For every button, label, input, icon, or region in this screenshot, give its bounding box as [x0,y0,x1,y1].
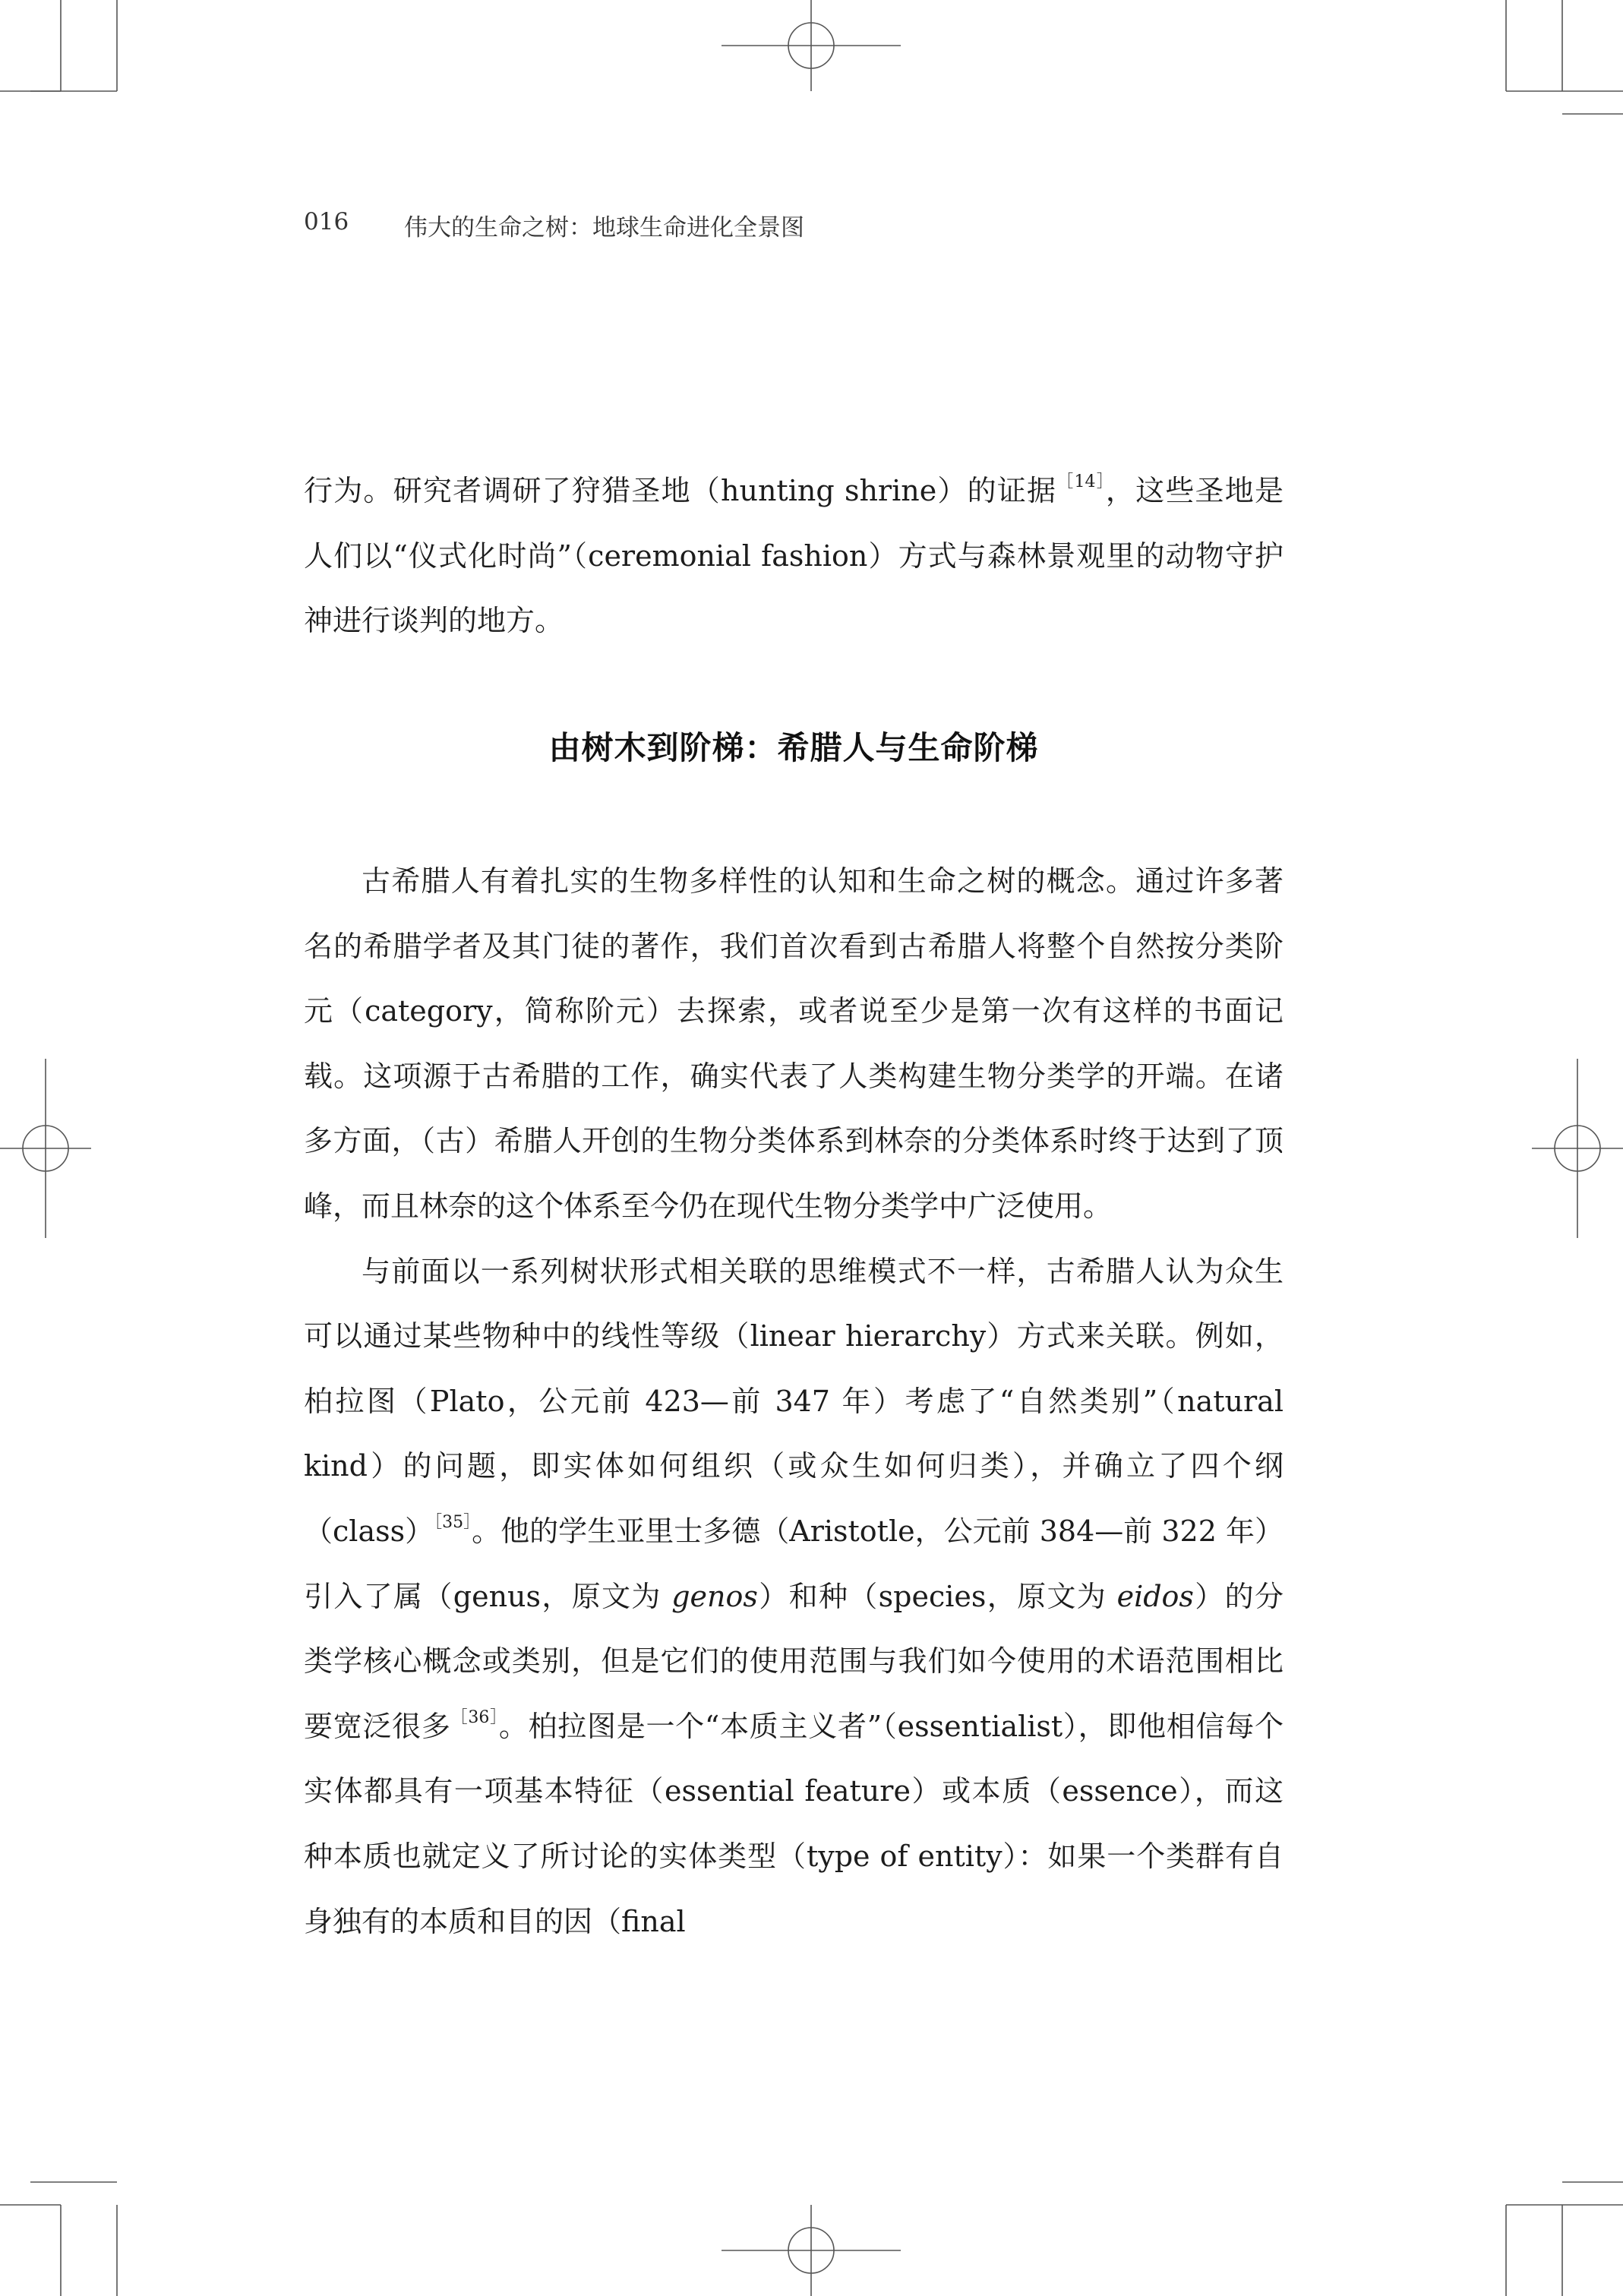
citation-36: ［36］ [450,1707,499,1727]
paragraph-continued [304,459,1284,654]
paragraph-1 [304,459,1284,654]
citation-35: ［35］ [434,1512,472,1532]
page-number: 016 [304,208,349,235]
term-eidos: eidos [1116,1579,1194,1613]
book-title: 伟大的生命之树：地球生命进化全景图 [404,214,804,242]
citation-14: ［14］ [1056,472,1106,491]
paragraph-3-text-a: 与前面以一系列树状形式相关联的思维模式不一样，古希腊人认为众生可以通过某些物种中的线性等级（linear hierarchy）方式来关联。例如，柏拉图（Plato，公元前 423—前 347 年）考虑了“自然类别”（natural kind）的问题，即实体如何组织（或众生如何归类），并确立了四个纲（class） [304,1254,1284,1548]
section-heading: 由树木到阶梯：希腊人与生命阶梯 [548,729,1039,766]
term-genos: genos [671,1579,758,1613]
paragraph-1-text-b: ，这些圣地是人们以“仪式化时尚”（ceremonial fashion）方式与森林景观里的动物守护神进行谈判的地方。 [304,474,1284,638]
paragraph-3 [304,1240,1284,1955]
paragraph-3-text-b: 。他的学生亚里士多德（Aristotle，公元前 384—前 322 年）引入了属（genus，原文为 [304,1514,1284,1613]
paragraph-3-text-d: ）的分类学核心概念或类别，但是它们的使用范围与我们如今使用的术语范围相比要宽泛很多 [304,1579,1284,1743]
paragraph-3-text-e: 。柏拉图是一个“本质主义者”（essentialist），即他相信每个实体都具有一项基本特征（essential feature）或本质（essence），而这种本质也就定义了所讨论的实体类型（type of entity）：如果一个类群有自身独有的本质和目的因（final [304,1709,1284,1938]
paragraph-1-text-a: 行为。研究者调研了狩猎圣地（hunting shrine）的证据 [304,474,1057,507]
paragraph-2: 古希腊人有着扎实的生物多样性的认知和生命之树的概念。通过许多著名的希腊学者及其门徒的著作，我们首次看到古希腊人将整个自然按分类阶元（category，简称阶元）去探索，或者说至少是第一次有这样的书面记载。这项源于古希腊的工作，确实代表了人类构建生物分类学的开端。在诸多方面，（古）希腊人开创的生物分类体系到林奈的分类体系时终于达到了顶峰，而且林奈的这个体系至今仍在现代生物分类学中广泛使用。 [304,864,1284,1223]
paragraph-3-text-c: ）和种（species，原文为 [757,1579,1117,1613]
body-text [304,849,1284,1954]
